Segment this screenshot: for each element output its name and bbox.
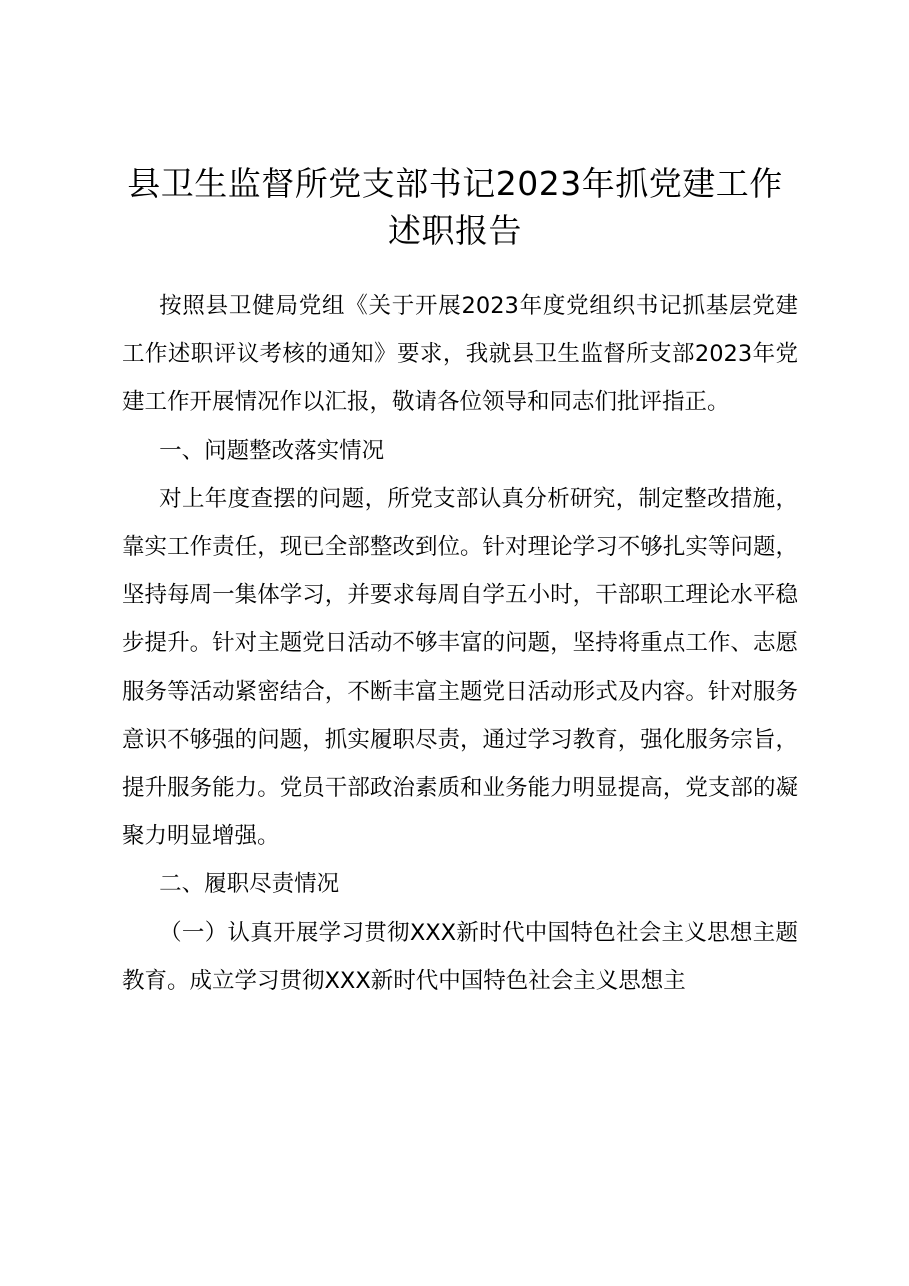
section-2-heading: 二、履职尽责情况: [159, 871, 340, 898]
document-title: [110, 160, 800, 254]
title-line-2: 述职报告: [388, 211, 522, 250]
intro-paragraph: 按照县卫健局党组《关于开展2023年度党组织书记抓基层党建工作述职评议考核的通知》要求，我就县卫生监督所支部2023年党建工作开展情况作以汇报，敬请各位领导和同志们批评指正。: [122, 293, 798, 416]
title-line-1: 县卫生监督所党支部书记2023年抓党建工作: [127, 164, 783, 203]
section-2-item-1-paragraph: （一）认真开展学习贯彻XXX新时代中国特色社会主义思想主题教育。成立学习贯彻XXX新时代中国特色社会主义思想主: [122, 919, 798, 994]
section-1-heading: 一、问题整改落实情况: [159, 437, 385, 464]
document-body: [122, 282, 798, 1005]
section-1-paragraph: 对上年度查摆的问题，所党支部认真分析研究，制定整改措施，靠实工作责任，现已全部整改到位。针对理论学习不够扎实等问题，坚持每周一集体学习，并要求每周自学五小时，干部职工理论水平稳步提升。针对主题党日活动不够丰富的问题，坚持将重点工作、志愿服务等活动紧密结合，不断丰富主题党日活动形式及内容。针对服务意识不够强的问题，抓实履职尽责，通过学习教育，强化服务宗旨，提升服务能力。党员干部政治素质和业务能力明显提高，党支部的凝聚力明显增强。: [122, 485, 798, 850]
